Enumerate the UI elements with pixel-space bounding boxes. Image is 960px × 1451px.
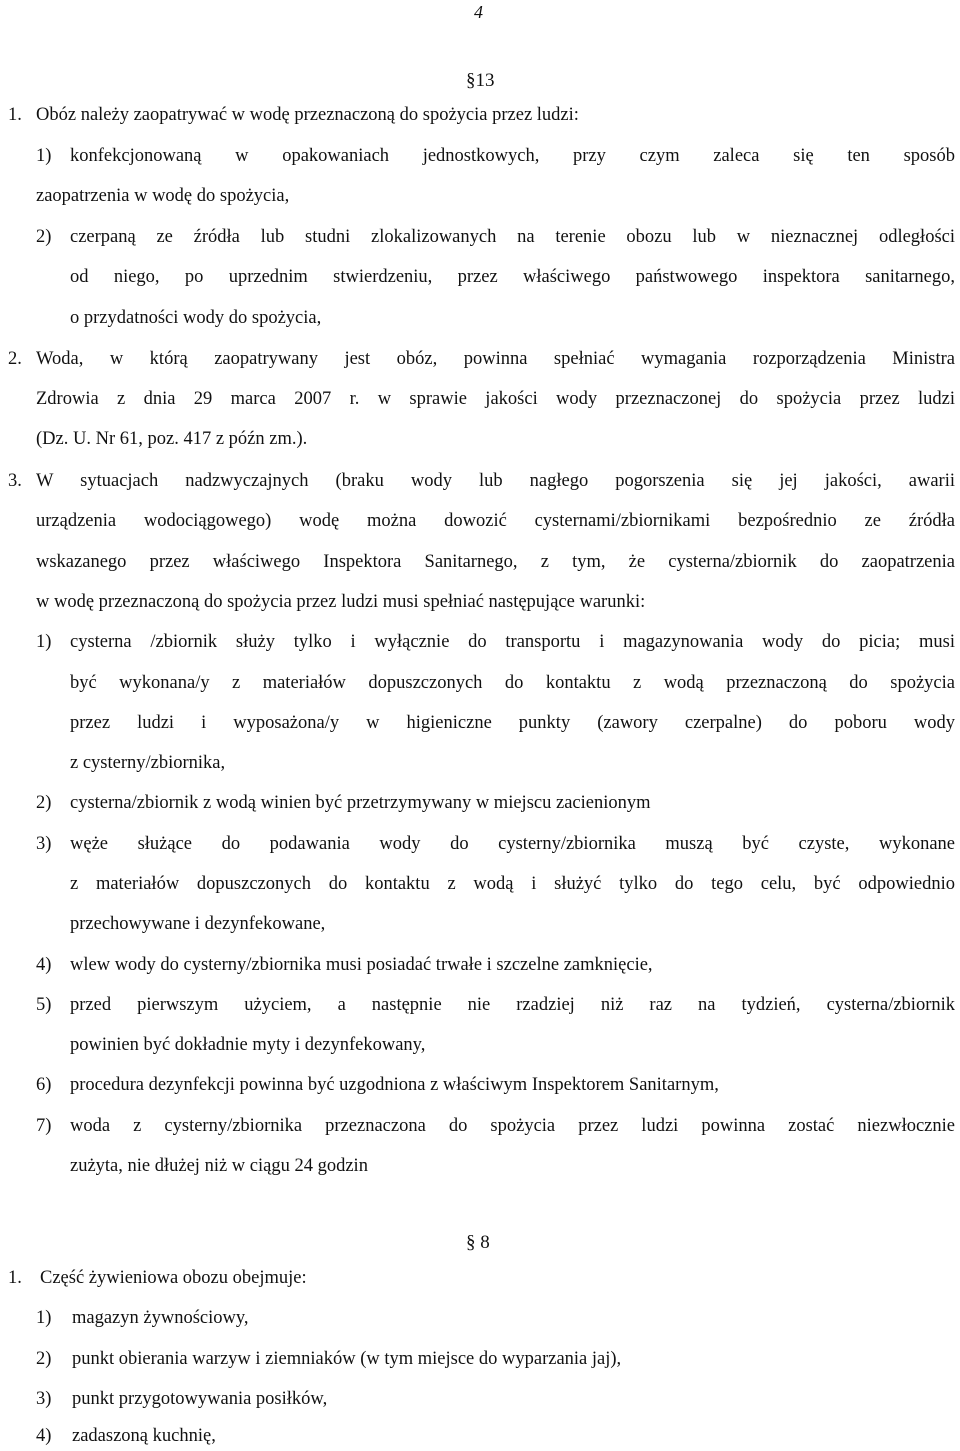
list-item-line: o przydatności wody do spożycia, <box>70 308 322 328</box>
list-item-line: węże służące do podawania wody do cysterny/zbiornika muszą być czyste, wykonane <box>70 834 955 854</box>
list-item-line: przechowywane i dezynfekowane, <box>70 914 326 934</box>
list-item-number: 3) <box>36 1389 52 1409</box>
list-item-line: przed pierwszym użyciem, a następnie nie rzadziej niż raz na tydzień, cysterna/zbiornik <box>70 995 955 1015</box>
page-number: 4 <box>474 2 483 22</box>
paragraph-text: Część żywieniowa obozu obejmuje: <box>40 1268 307 1288</box>
paragraph-line: wskazanego przez właściwego Inspektora Sanitarnego, z tym, że cysterna/zbiornik do zaopatrzenia <box>36 552 955 572</box>
paragraph-line: w wodę przeznaczoną do spożycia przez ludzi musi spełniać następujące warunki: <box>36 592 646 612</box>
list-item-line: z materiałów dopuszczonych do kontaktu z wodą i służyć tylko do tego celu, być odpowiednio <box>70 874 955 894</box>
list-item-line: cysterna/zbiornik z wodą winien być przetrzymywany w miejscu zacienionym <box>70 793 651 813</box>
list-item-line: woda z cysterny/zbiornika przeznaczona do spożycia przez ludzi powinna zostać niezwłocznie <box>70 1116 955 1136</box>
list-item-number: 2) <box>36 793 52 813</box>
list-item-number: 7) <box>36 1116 52 1136</box>
list-item-line: zadaszoną kuchnię, <box>72 1426 216 1446</box>
list-item-number: 1) <box>36 1308 52 1328</box>
section-heading: §13 <box>466 70 495 91</box>
list-item-number: 2) <box>36 227 52 247</box>
list-item-number: 4) <box>36 955 52 975</box>
list-item-number: 4) <box>36 1426 52 1446</box>
list-item-number: 5) <box>36 995 52 1015</box>
paragraph-number: 3. <box>8 471 22 491</box>
list-item-line: zużyta, nie dłużej niż w ciągu 24 godzin <box>70 1156 368 1176</box>
list-item-line: konfekcjonowaną w opakowaniach jednostkowych, przy czym zaleca się ten sposób <box>70 146 955 166</box>
list-item-number: 1) <box>36 146 52 166</box>
list-item-number: 6) <box>36 1075 52 1095</box>
list-item-number: 2) <box>36 1349 52 1369</box>
paragraph-text: Obóz należy zaopatrywać w wodę przeznaczoną do spożycia przez ludzi: <box>36 105 579 125</box>
list-item-number: 3) <box>36 834 52 854</box>
list-item-line: od niego, po uprzednim stwierdzeniu, przez właściwego państwowego inspektora sanitarnego, <box>70 267 955 287</box>
paragraph-line: (Dz. U. Nr 61, poz. 417 z późn zm.). <box>36 429 308 449</box>
list-item-line: przez ludzi i wyposażona/y w higieniczne punkty (zawory czerpalne) do poboru wody <box>70 713 955 733</box>
paragraph-line: Zdrowia z dnia 29 marca 2007 r. w sprawie jakości wody przeznaczonej do spożycia przez ludzi <box>36 389 955 409</box>
list-item-line: zaopatrzenia w wodę do spożycia, <box>36 186 290 206</box>
list-item-line: cysterna /zbiornik służy tylko i wyłącznie do transportu i magazynowania wody do picia; musi <box>70 632 955 652</box>
list-item-line: z cysterny/zbiornika, <box>70 753 226 773</box>
list-item-line: czerpaną ze źródła lub studni zlokalizowanych na terenie obozu lub w nieznacznej odległości <box>70 227 955 247</box>
list-item-line: magazyn żywnościowy, <box>72 1308 249 1328</box>
paragraph-number: 1. <box>8 1268 22 1288</box>
list-item-line: punkt przygotowywania posiłków, <box>72 1389 328 1409</box>
list-item-line: powinien być dokładnie myty i dezynfekowany, <box>70 1035 426 1055</box>
paragraph-line: Woda, w którą zaopatrywany jest obóz, powinna spełniać wymagania rozporządzenia Ministra <box>36 349 955 369</box>
section-heading: § 8 <box>466 1232 490 1253</box>
list-item-line: procedura dezynfekcji powinna być uzgodniona z właściwym Inspektorem Sanitarnym, <box>70 1075 719 1095</box>
paragraph-line: W sytuacjach nadzwyczajnych (braku wody lub nagłego pogorszenia się jej jakości, awarii <box>36 471 955 491</box>
list-item-line: wlew wody do cysterny/zbiornika musi posiadać trwałe i szczelne zamknięcie, <box>70 955 653 975</box>
list-item-number: 1) <box>36 632 52 652</box>
paragraph-number: 1. <box>8 105 22 125</box>
list-item-line: punkt obierania warzyw i ziemniaków (w tym miejsce do wyparzania jaj), <box>72 1349 622 1369</box>
paragraph-number: 2. <box>8 349 22 369</box>
paragraph-line: urządzenia wodociągowego) wodę można dowozić cysternami/zbiornikami bezpośrednio ze źródła <box>36 511 955 531</box>
list-item-line: być wykonana/y z materiałów dopuszczonych do kontaktu z wodą przeznaczoną do spożycia <box>70 673 955 693</box>
